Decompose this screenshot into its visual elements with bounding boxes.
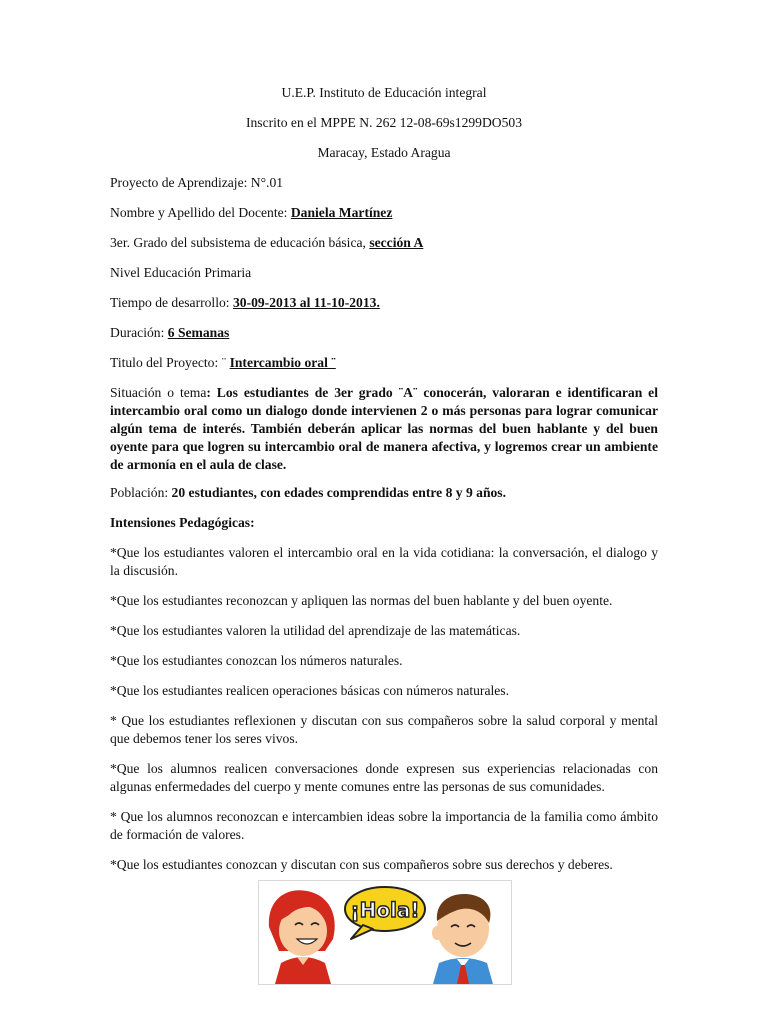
intention-item: * Que los estudiantes reflexionen y discutan con sus compañeros sobre la salud corporal y mental que debemos tener los seres vivos. bbox=[110, 713, 658, 746]
time-value: 30-09-2013 al 11-10-2013. bbox=[232, 295, 380, 310]
population-value: 20 estudiantes, con edades comprendidas entre 8 y 9 años. bbox=[171, 485, 507, 500]
project-title-label: Titulo del Proyecto: ¨ bbox=[110, 355, 230, 370]
situation-label: Situación o tema bbox=[110, 385, 207, 400]
intention-item: *Que los estudiantes reconozcan y apliquen las normas del buen hablante y del buen oyente. bbox=[110, 593, 613, 608]
teacher-name: Daniela Martínez bbox=[290, 205, 393, 220]
duration-value: 6 Semanas bbox=[167, 325, 230, 340]
project-number-line bbox=[110, 174, 658, 192]
population-line bbox=[110, 484, 658, 502]
duration-label: Duración: bbox=[110, 325, 168, 340]
situation-text: : Los estudiantes de 3er grado ¨A¨ conocerán, valoraran e identificaran el intercambio oral como un dialogo donde intervienen 2 o más personas para lograr comunicar algún tema de interés. También deberán aplicar las normas del buen hablante y del buen oyente para que logren su intercambio oral de manera afectiva, y logremos crear un ambiente de armonía en el aula de clase. bbox=[110, 385, 658, 472]
girl-figure bbox=[269, 890, 335, 984]
greeting-illustration bbox=[258, 880, 512, 985]
teacher-label: Nombre y Apellido del Docente: bbox=[110, 205, 291, 220]
teacher-line bbox=[110, 204, 658, 222]
registration-line: Inscrito en el MPPE N. 262 12-08-69s1299DO503 bbox=[245, 115, 522, 130]
project-title-value: Intercambio oral ¨ bbox=[229, 355, 336, 370]
level-line: Nivel Educación Primaria bbox=[110, 265, 252, 280]
intention-item: *Que los estudiantes valoren el intercambio oral en la vida cotidiana: la conversación, el dialogo y la discusión. bbox=[110, 545, 658, 578]
grade-label: 3er. Grado del subsistema de educación básica, bbox=[110, 235, 370, 250]
intention-item: *Que los estudiantes realicen operaciones básicas con números naturales. bbox=[110, 683, 509, 698]
bubble-text: ¡Hola! bbox=[350, 898, 420, 922]
time-label: Tiempo de desarrollo: bbox=[110, 295, 233, 310]
time-line bbox=[110, 294, 658, 312]
duration-line bbox=[110, 324, 658, 342]
intention-item: *Que los estudiantes conozcan los números naturales. bbox=[110, 653, 403, 668]
situation-paragraph bbox=[110, 384, 658, 474]
intention-item: * Que los alumnos reconozcan e intercambien ideas sobre la importancia de la familia como ámbito de formación de valores. bbox=[110, 809, 658, 842]
intention-item: *Que los estudiantes valoren la utilidad del aprendizaje de las matemáticas. bbox=[110, 623, 521, 638]
population-label: Población: bbox=[110, 485, 172, 500]
project-title-line bbox=[110, 354, 658, 372]
boy-figure bbox=[432, 894, 493, 984]
location-line: Maracay, Estado Aragua bbox=[317, 145, 451, 160]
section-value: sección A bbox=[369, 235, 424, 250]
speech-bubble bbox=[345, 887, 425, 939]
intention-item: *Que los estudiantes conozcan y discutan con sus compañeros sobre sus derechos y deberes. bbox=[110, 857, 613, 872]
grade-line bbox=[110, 234, 658, 252]
cartoon-drawing bbox=[259, 881, 511, 984]
intentions-heading: Intensiones Pedagógicas: bbox=[110, 515, 255, 530]
school-name: U.E.P. Instituto de Educación integral bbox=[281, 85, 487, 100]
project-label: Proyecto de Aprendizaje: bbox=[110, 175, 251, 190]
project-value: N°.01 bbox=[250, 175, 284, 190]
intention-item: *Que los alumnos realicen conversaciones donde expresen sus experiencias relacionadas con algunas enfermedades del cuerpo y mente comunes entre las personas de sus comunidades. bbox=[110, 761, 658, 794]
